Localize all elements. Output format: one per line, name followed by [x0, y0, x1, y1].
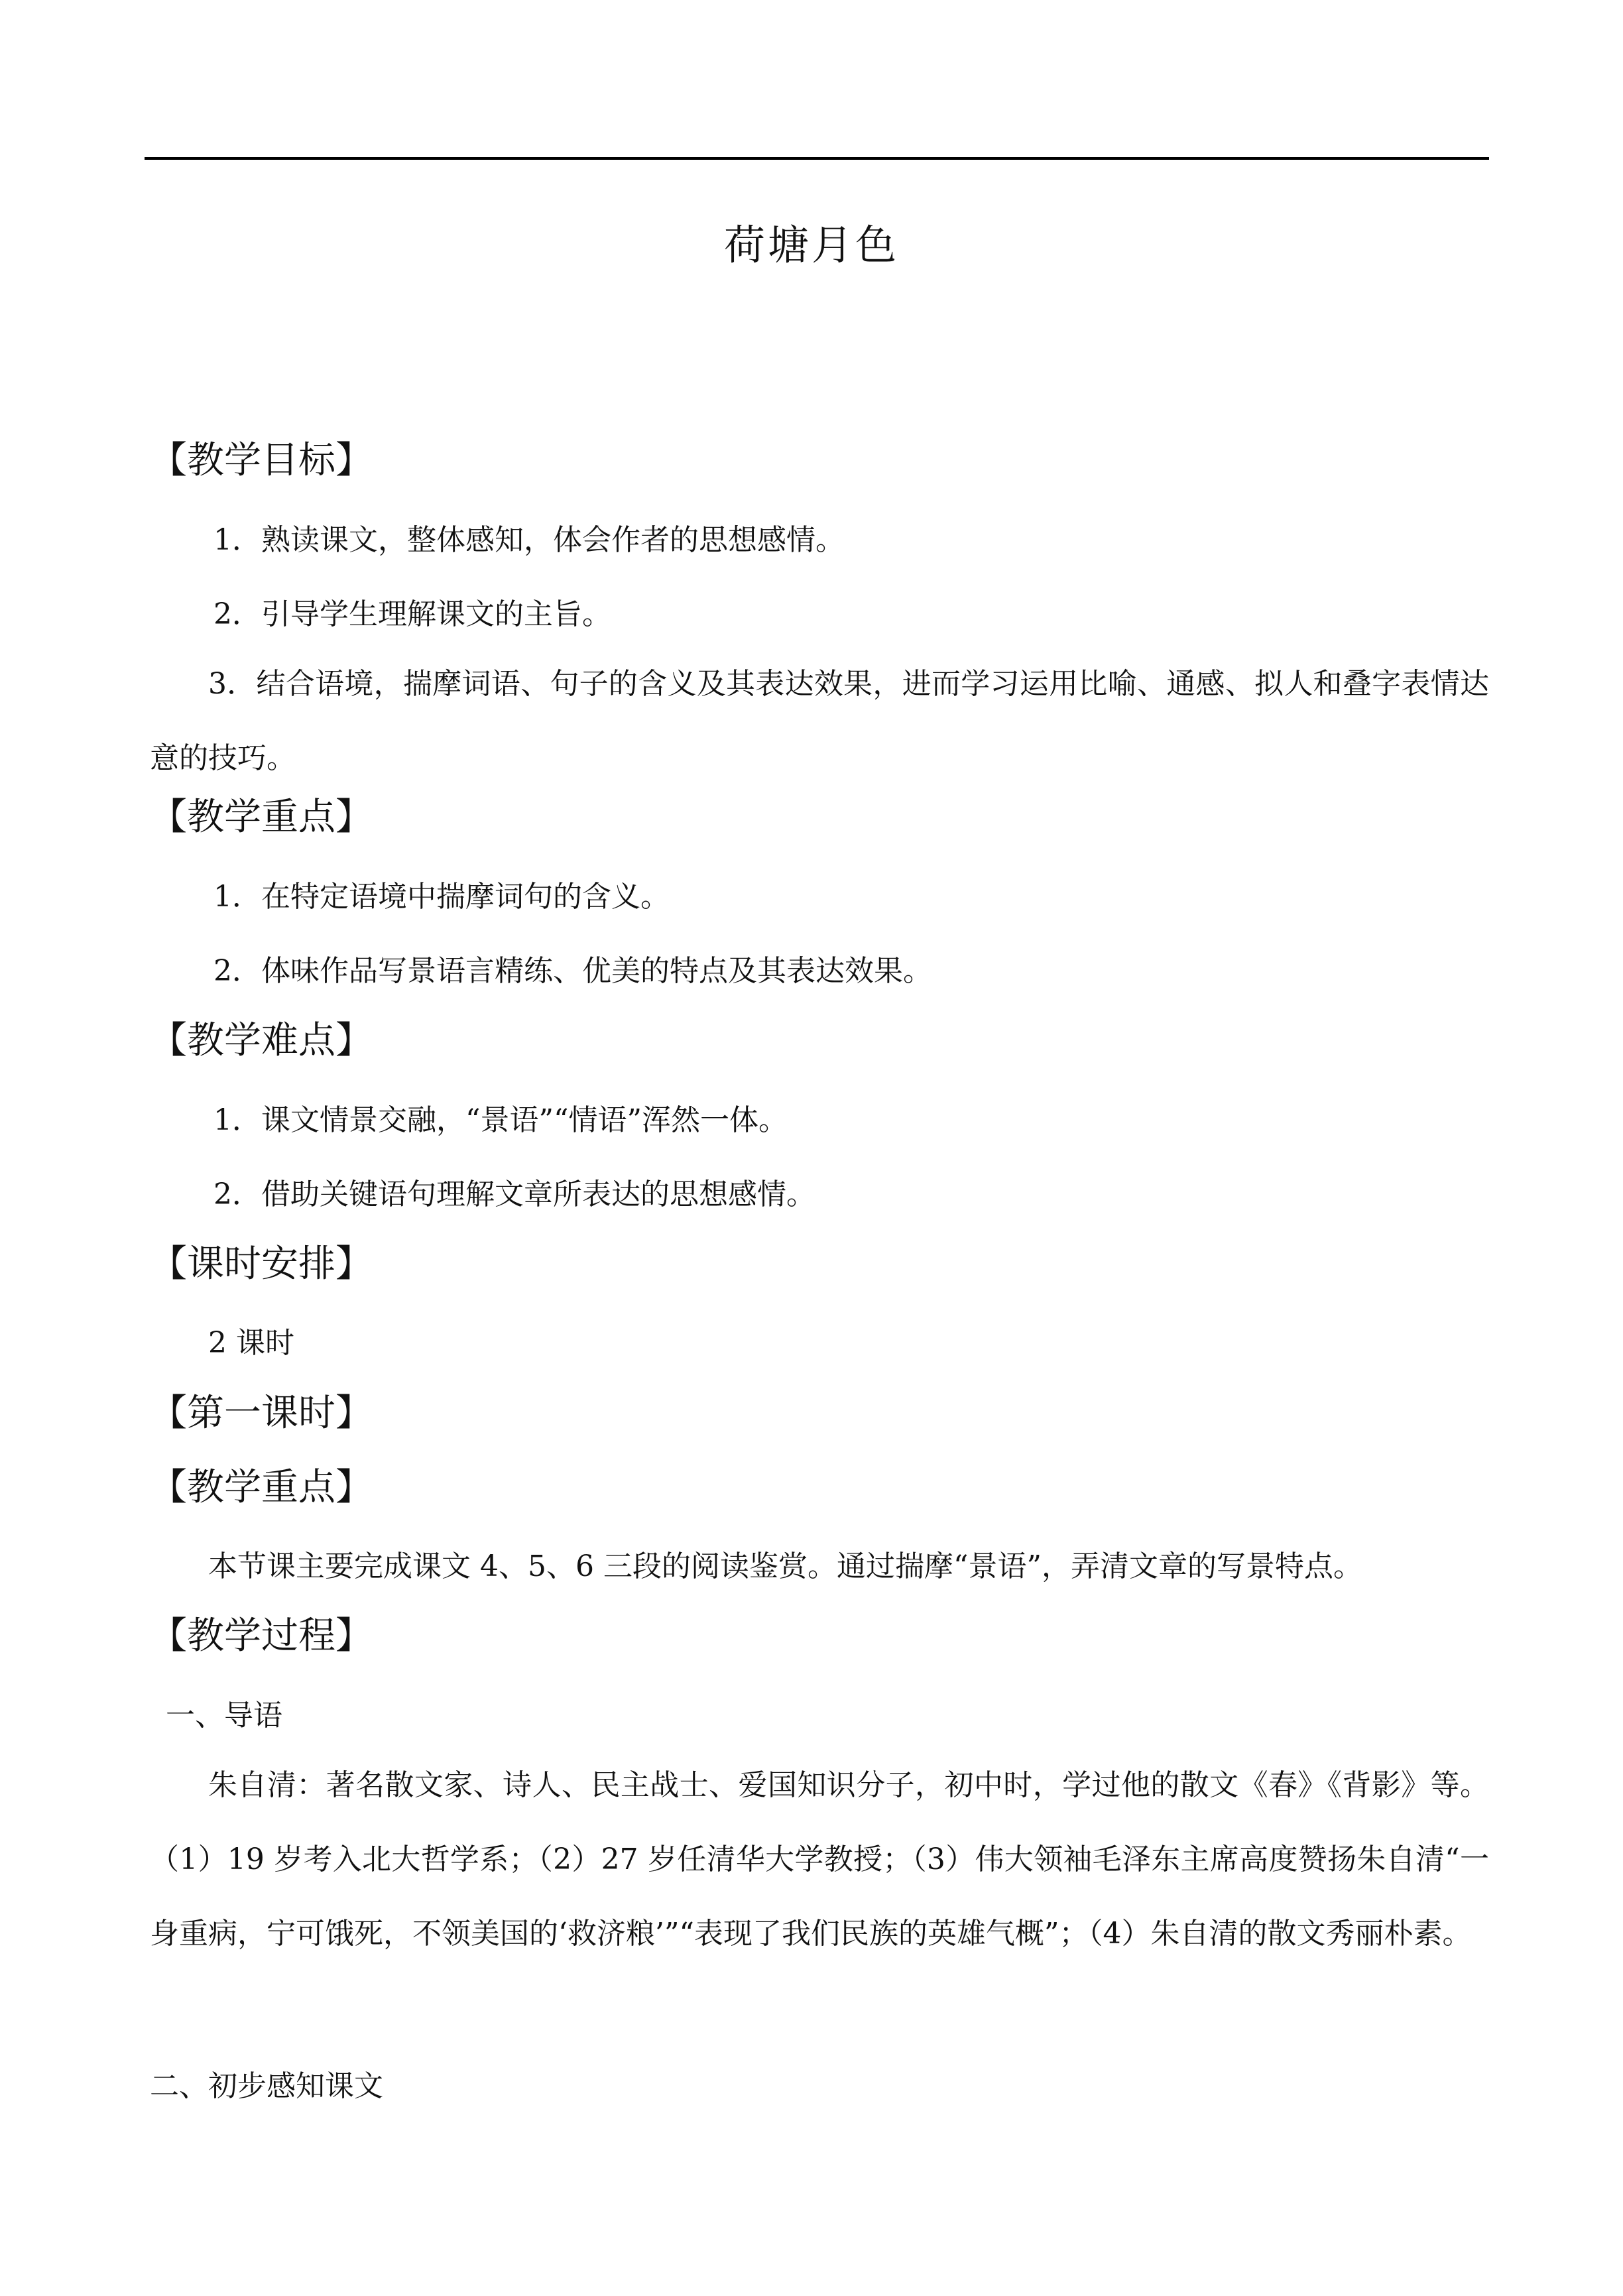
key-point-item-2: 2．体味作品写景语言精练、优美的特点及其表达效果。: [213, 954, 932, 988]
lesson-one-key-text: 本节课主要完成课文 4、5、6 三段的阅读鉴赏。通过揣摩“景语”，弄清文章的写景特点。: [208, 1549, 1362, 1583]
objective-item-1: 1．熟读课文，整体感知，体会作者的思想感情。: [213, 523, 845, 557]
key-point-item-1: 1．在特定语境中揣摩词句的含义。: [213, 880, 670, 914]
schedule-heading: 【课时安排】: [150, 1242, 373, 1286]
intro-paragraph: 朱自清：著名散文家、诗人、民主战士、爱国知识分子，初中时，学过他的散文《春》《背影》等。（1）19 岁考入北大哲学系；（2）27 岁任清华大学教授；（3）伟大领袖毛泽东主席高度赞扬朱自清“一身重病，宁可饿死，不领美国的‘救济粮’”“表现了我们民族的英雄气概”；（4）朱自清的散文秀丽朴素。: [150, 1768, 1489, 1951]
section-two-label: 二、初步感知课文: [150, 2069, 383, 2103]
objectives-heading: 【教学目标】: [150, 439, 373, 482]
process-heading: 【教学过程】: [150, 1614, 373, 1658]
difficulty-item-2: 2．借助关键语句理解文章所表达的思想感情。: [213, 1178, 815, 1211]
difficulty-item-1: 1．课文情景交融，“景语”“情语”浑然一体。: [213, 1103, 788, 1137]
difficulties-heading: 【教学难点】: [150, 1019, 373, 1062]
key-points-heading: 【教学重点】: [150, 796, 373, 839]
page-title: 荷塘月色: [723, 221, 899, 269]
top-rule: [145, 157, 1489, 160]
objective-item-2: 2．引导学生理解课文的主旨。: [213, 597, 611, 631]
intro-label: 一、导语: [166, 1699, 282, 1732]
schedule-text: 2 课时: [208, 1326, 294, 1360]
lesson-one-heading: 【第一课时】: [150, 1392, 373, 1435]
objective-item-3: 3．结合语境，揣摩词语、句子的含义及其表达效果，进而学习运用比喻、通感、拟人和叠字表情达意的技巧。: [150, 667, 1489, 775]
lesson-one-key-heading: 【教学重点】: [150, 1466, 373, 1509]
